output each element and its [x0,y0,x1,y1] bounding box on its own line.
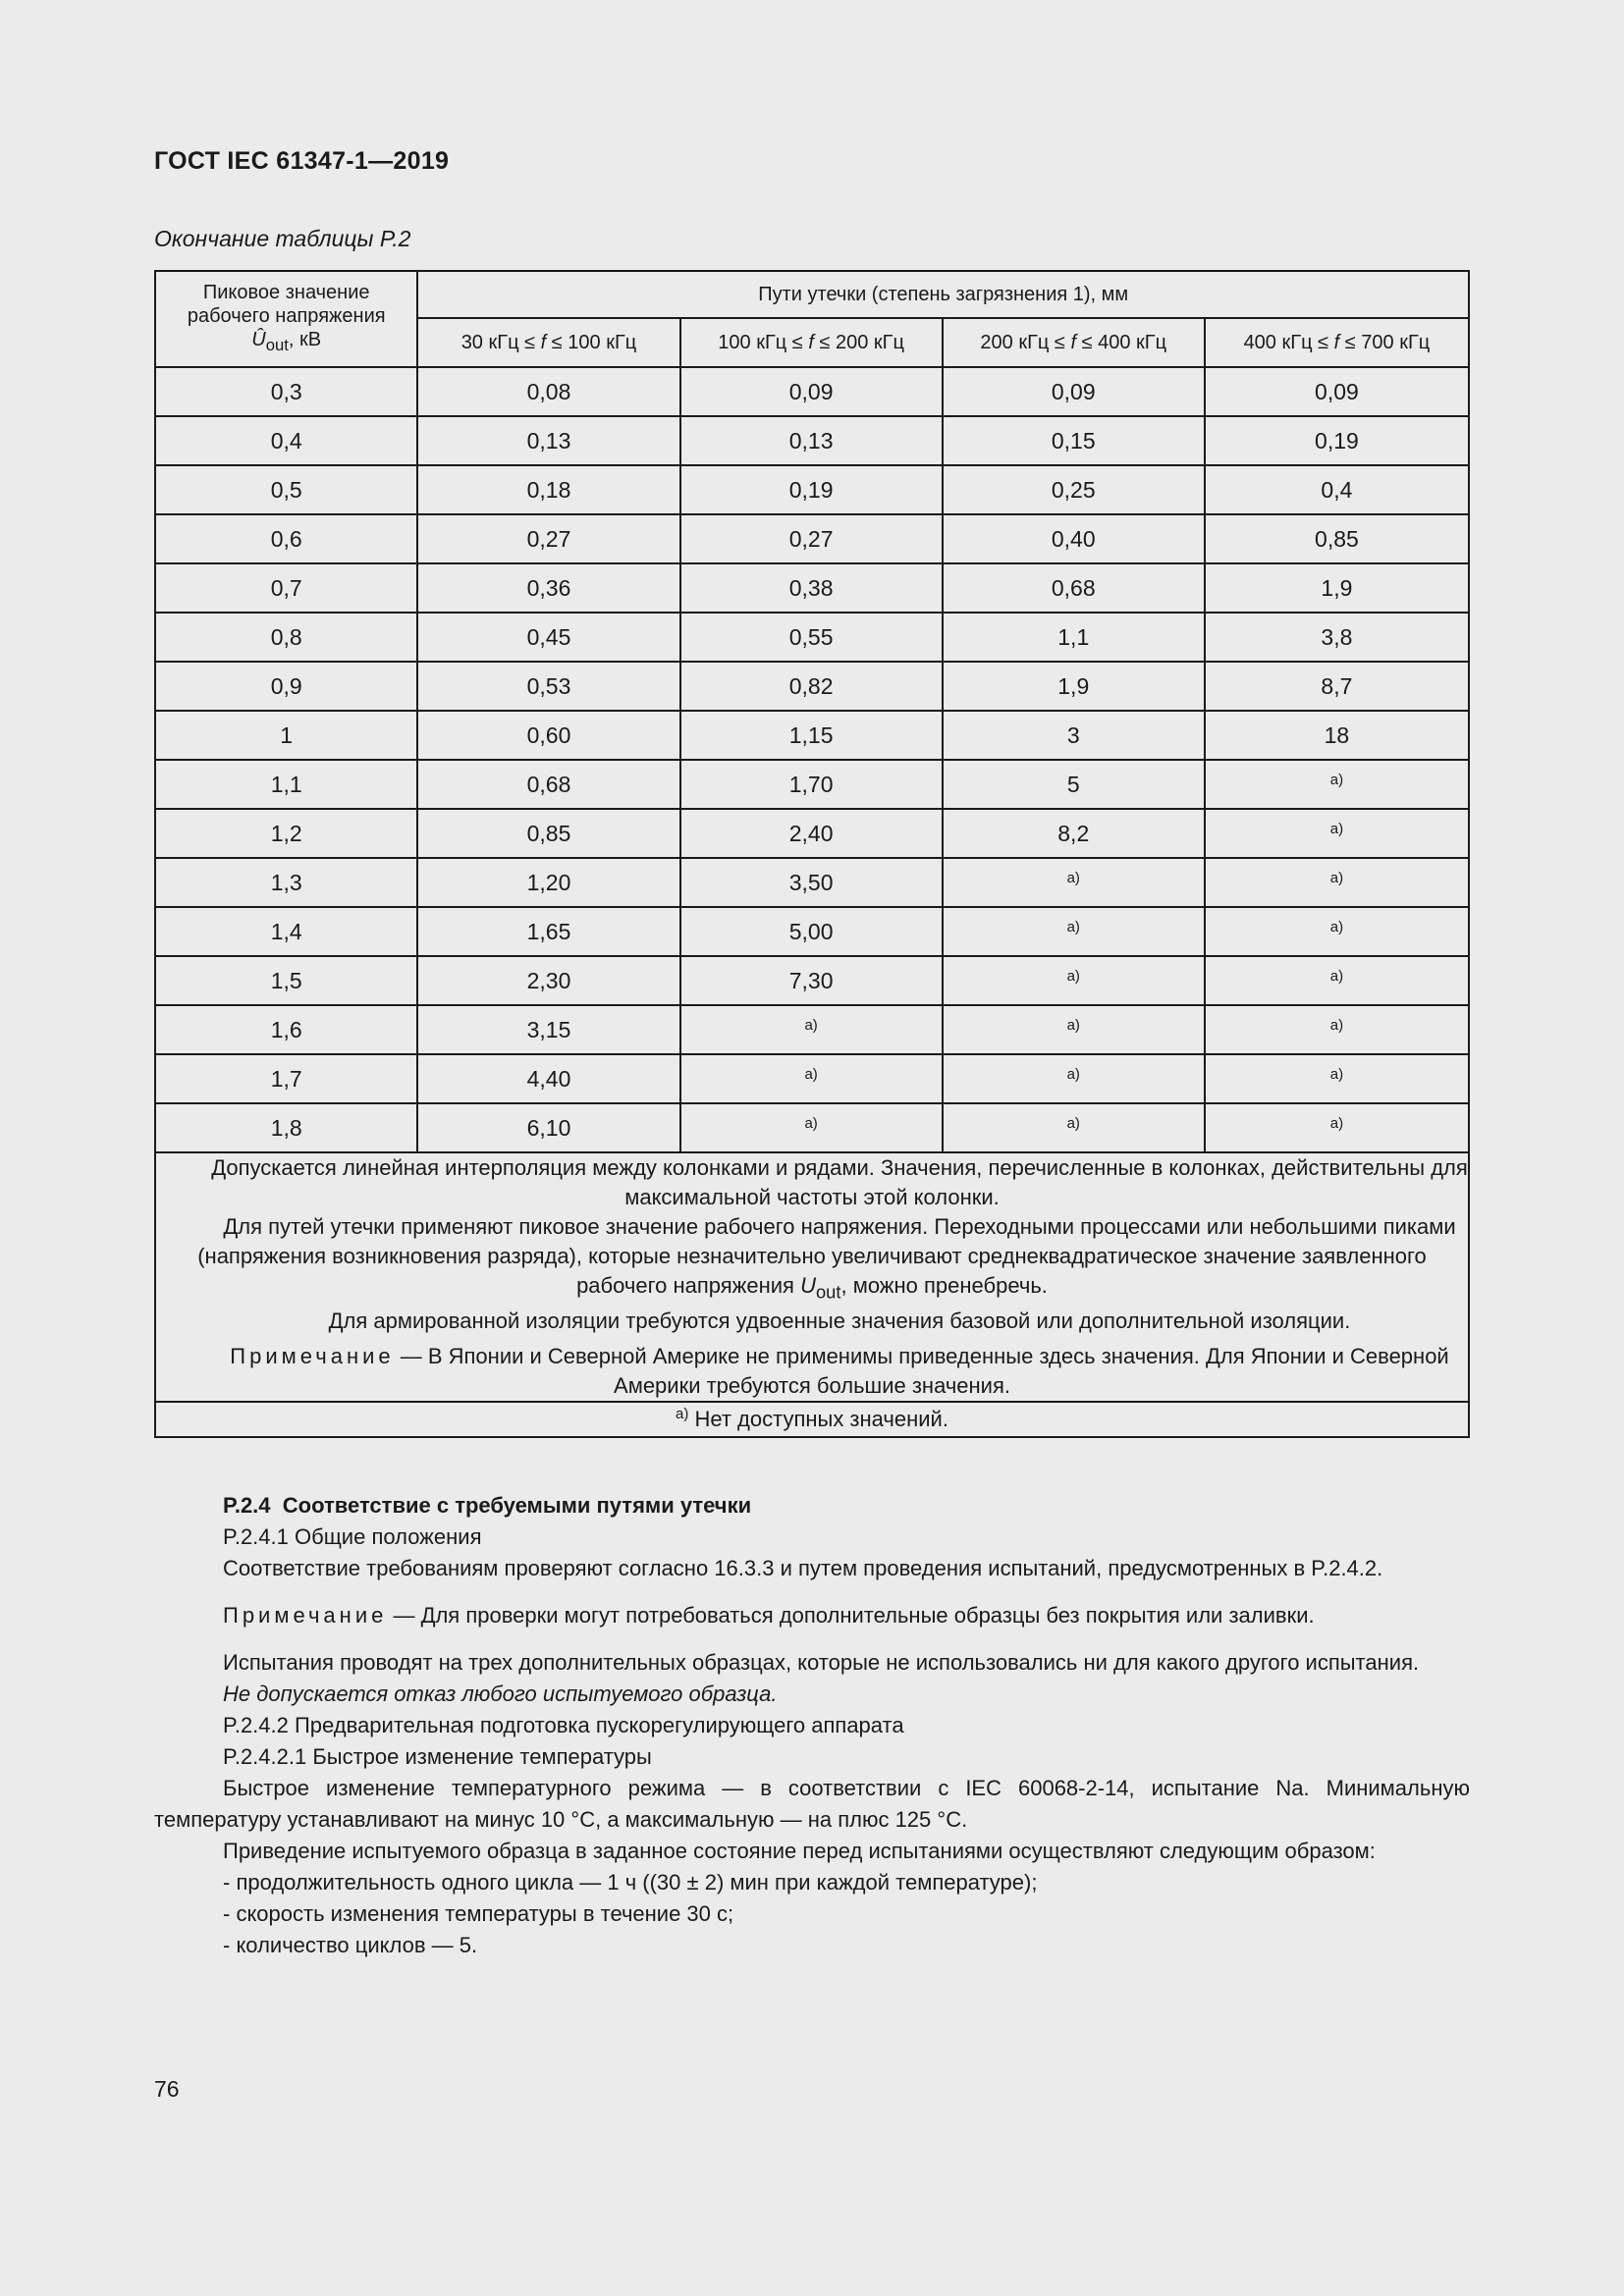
creepage-cell: 0,38 [680,563,943,613]
creepage-cell: 0,13 [680,416,943,465]
voltage-cell: 1,5 [155,956,417,1005]
creepage-cell: а) [943,907,1205,956]
table-row [155,1054,1469,1103]
table-row [155,613,1469,662]
voltage-cell: 0,8 [155,613,417,662]
creepage-cell: а) [1205,760,1469,809]
creepage-cell: 0,60 [417,711,679,760]
creepage-cell: 7,30 [680,956,943,1005]
table-row [155,465,1469,514]
note-japan: Примечание — В Японии и Северной Америке не применимы приведенные здесь значения. Для Японии и Северной Америки требуются большие значения. [230,1344,1449,1399]
voltage-cell: 0,5 [155,465,417,514]
creepage-cell: а) [680,1054,943,1103]
table-row [155,563,1469,613]
creepage-cell: 18 [1205,711,1469,760]
creepage-cell: 1,1 [943,613,1205,662]
voltage-cell: 0,6 [155,514,417,563]
table-row [155,858,1469,907]
creepage-cell: 2,40 [680,809,943,858]
page-number: 76 [154,2076,180,2102]
table-row [155,1103,1469,1152]
creepage-cell: 5 [943,760,1205,809]
table-row [155,416,1469,465]
table-row [155,662,1469,711]
voltage-cell: 0,9 [155,662,417,711]
table-row [155,711,1469,760]
note-interpolation: Допускается линейная интерполяция между колонками и рядами. Значения, перечисленные в колонках, действительны для максимальной частоты этой колонки. [211,1155,1468,1209]
creepage-cell: 1,15 [680,711,943,760]
paragraph: Приведение испытуемого образца в заданное состояние перед испытаниями осуществляют следующим образом: [223,1839,1376,1863]
list-item: - продолжительность одного цикла — 1 ч ((30 ± 2) мин при каждой температуре); [223,1870,1038,1895]
creepage-cell: 1,70 [680,760,943,809]
creepage-cell: 3,50 [680,858,943,907]
voltage-cell: 1,7 [155,1054,417,1103]
voltage-cell: 1,8 [155,1103,417,1152]
creepage-cell: а) [943,858,1205,907]
table-footnote: $^{а)}$ Нет доступных значений. [155,1402,1469,1437]
creepage-cell: 1,9 [1205,563,1469,613]
creepage-cell: 0,18 [417,465,679,514]
frequency-header-3: 200 кГц ≤ f ≤ 400 кГц [943,318,1205,367]
italic-requirement: Не допускается отказ любого испытуемого образца. [223,1682,778,1706]
subsection-heading: P.2.4.2 Предварительная подготовка пускорегулирующего аппарата [223,1713,904,1737]
table-row [155,809,1469,858]
creepage-cell: 0,13 [417,416,679,465]
creepage-cell: 3,15 [417,1005,679,1054]
creepage-cell: а) [1205,858,1469,907]
creepage-cell: а) [680,1005,943,1054]
creepage-cell: 0,4 [1205,465,1469,514]
creepage-cell: 3 [943,711,1205,760]
list-item: - количество циклов — 5. [223,1933,478,1957]
voltage-cell: 0,7 [155,563,417,613]
document-header: ГОСТ IEC 61347-1—2019 [154,147,450,175]
table-row [155,907,1469,956]
paragraph: Соответствие требованиям проверяют согласно 16.3.3 и путем проведения испытаний, предусмотренных в P.2.4.2. [223,1556,1383,1580]
creepage-cell: 1,65 [417,907,679,956]
creepage-cell: 0,85 [417,809,679,858]
section-text [154,1490,1470,1961]
table-row [155,760,1469,809]
creepage-cell: а) [943,956,1205,1005]
creepage-cell: а) [1205,809,1469,858]
note-peak-voltage: Для путей утечки применяют пиковое значение рабочего напряжения. Переходными процессами или небольшими пиками (напряжения возникновения разряда), которые незначительно увеличивают среднеквадратическое значение заявленного рабочего напряжения $U_{out}$, можно пренебречь. [197,1214,1456,1303]
section-heading: P.2.4 Соответствие с требуемыми путями утечки [223,1493,752,1518]
paragraph: Быстрое изменение температурного режима — в соответствии с IEC 60068-2-14, испытание Na. Минимальную температуру устанавливают на минус 10 °С, а максимальную — на плюс 125 °С. [154,1776,1470,1832]
creepage-cell: 8,2 [943,809,1205,858]
creepage-cell: 5,00 [680,907,943,956]
list-item: - скорость изменения температуры в течение 30 с; [223,1901,734,1926]
creepage-cell: 0,09 [1205,367,1469,416]
creepage-cell: 0,68 [943,563,1205,613]
creepage-cell: 8,7 [1205,662,1469,711]
creepage-cell: а) [943,1054,1205,1103]
creepage-cell: 0,27 [417,514,679,563]
table-row [155,367,1469,416]
note-reinforced: Для армированной изоляции требуются удвоенные значения базовой или дополнительной изоляции. [328,1308,1351,1334]
subsection-heading: P.2.4.1 Общие положения [223,1524,482,1549]
voltage-cell: 0,3 [155,367,417,416]
voltage-column-header: Пиковое значение рабочего напряжения $Û_{out}$, кВ [155,271,417,367]
table-row [155,1005,1469,1054]
creepage-cell: 0,19 [1205,416,1469,465]
creepage-cell: 0,27 [680,514,943,563]
table-caption: Окончание таблицы P.2 [154,226,411,251]
creepage-cell: а) [943,1005,1205,1054]
table-row [155,956,1469,1005]
creepage-cell: 0,82 [680,662,943,711]
creepage-cell: 0,09 [943,367,1205,416]
creepage-cell: 0,36 [417,563,679,613]
creepage-cell: 0,40 [943,514,1205,563]
creepage-cell: 0,08 [417,367,679,416]
frequency-header-2: 100 кГц ≤ f ≤ 200 кГц [680,318,943,367]
voltage-cell: 1,2 [155,809,417,858]
frequency-header-1: 30 кГц ≤ f ≤ 100 кГц [417,318,679,367]
creepage-cell: 0,53 [417,662,679,711]
creepage-cell: а) [680,1103,943,1152]
creepage-cell: 0,25 [943,465,1205,514]
voltage-cell: 1,6 [155,1005,417,1054]
creepage-cell: а) [1205,1103,1469,1152]
voltage-cell: 0,4 [155,416,417,465]
paragraph: Испытания проводят на трех дополнительных образцах, которые не использовались ни для какого другого испытания. [223,1650,1420,1675]
creepage-distance-table [154,270,1470,1438]
voltage-cell: 1 [155,711,417,760]
note-paragraph: Примечание — Для проверки могут потребоваться дополнительные образцы без покрытия или заливки. [223,1603,1315,1628]
creepage-cell: 0,55 [680,613,943,662]
creepage-cell: 4,40 [417,1054,679,1103]
creepage-cell: 0,45 [417,613,679,662]
creepage-cell: 0,68 [417,760,679,809]
creepage-group-header: Пути утечки (степень загрязнения 1), мм [417,271,1469,318]
creepage-cell: 6,10 [417,1103,679,1152]
frequency-header-4: 400 кГц ≤ f ≤ 700 кГц [1205,318,1469,367]
table-notes [155,1152,1469,1402]
creepage-cell: 0,09 [680,367,943,416]
creepage-cell: а) [1205,907,1469,956]
voltage-cell: 1,4 [155,907,417,956]
creepage-cell: 1,9 [943,662,1205,711]
creepage-cell: 3,8 [1205,613,1469,662]
table-row [155,514,1469,563]
creepage-cell: 0,15 [943,416,1205,465]
creepage-cell: а) [1205,1054,1469,1103]
creepage-cell: 0,19 [680,465,943,514]
creepage-cell: 2,30 [417,956,679,1005]
voltage-cell: 1,3 [155,858,417,907]
creepage-cell: 1,20 [417,858,679,907]
creepage-cell: а) [1205,1005,1469,1054]
subsection-heading: P.2.4.2.1 Быстрое изменение температуры [223,1744,652,1769]
creepage-cell: а) [1205,956,1469,1005]
creepage-cell: 0,85 [1205,514,1469,563]
voltage-cell: 1,1 [155,760,417,809]
creepage-cell: а) [943,1103,1205,1152]
